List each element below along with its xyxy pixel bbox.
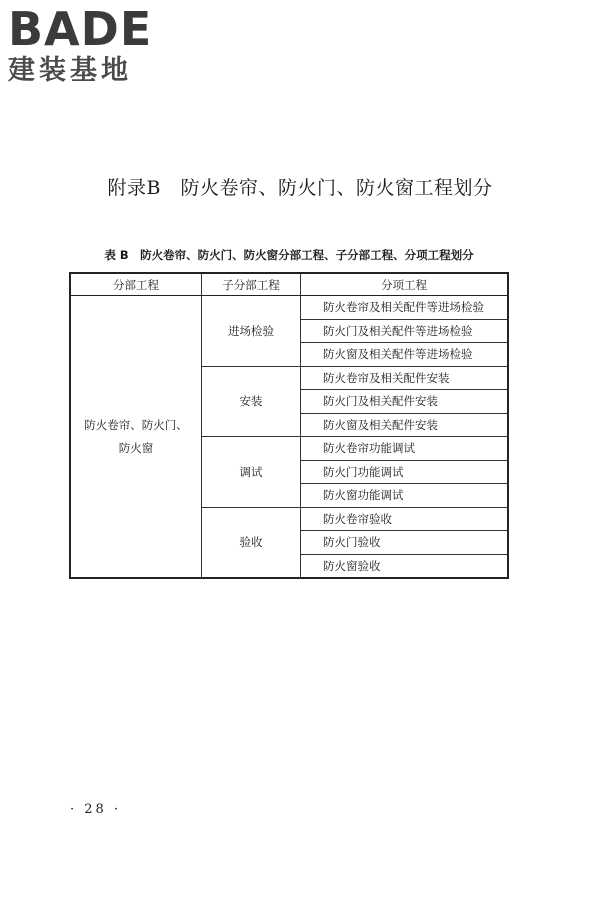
division-name-line-2: 防火窗 — [118, 440, 154, 455]
table-caption: 表 B 防火卷帘、防火门、防火窗分部工程、子分部工程、分项工程划分 — [104, 248, 474, 262]
item-cell: 防火门及相关配件安装 — [301, 390, 509, 414]
bade-logo — [8, 2, 178, 86]
division-name-line-1: 防火卷帘、防火门、 — [84, 417, 188, 432]
subdivision-cell: 验收 — [202, 507, 301, 578]
item-cell: 防火门功能调试 — [301, 460, 509, 484]
header-subdivision: 子分部工程 — [202, 273, 301, 296]
item-cell: 防火窗及相关配件等进场检验 — [301, 343, 509, 367]
item-cell: 防火门及相关配件等进场检验 — [301, 319, 509, 343]
table-row — [70, 296, 508, 320]
item-cell: 防火窗功能调试 — [301, 484, 509, 508]
table-header-row — [70, 273, 508, 296]
project-division-table — [69, 272, 509, 579]
division-cell — [70, 296, 202, 579]
header-division: 分部工程 — [70, 273, 202, 296]
page-number: · 28 · — [70, 802, 122, 817]
item-cell: 防火窗验收 — [301, 554, 509, 578]
item-cell: 防火门验收 — [301, 531, 509, 555]
subdivision-cell: 调试 — [202, 437, 301, 508]
appendix-title: 附录B 防火卷帘、防火门、防火窗工程划分 — [107, 177, 493, 199]
logo-subtitle: 建装基地 — [8, 55, 132, 86]
logo-wordmark: BADE — [8, 2, 153, 56]
item-cell: 防火卷帘功能调试 — [301, 437, 509, 461]
item-cell: 防火卷帘及相关配件等进场检验 — [301, 296, 509, 320]
item-cell: 防火卷帘验收 — [301, 507, 509, 531]
item-cell: 防火窗及相关配件安装 — [301, 413, 509, 437]
item-cell: 防火卷帘及相关配件安装 — [301, 366, 509, 390]
subdivision-cell: 进场检验 — [202, 296, 301, 367]
header-item: 分项工程 — [301, 273, 509, 296]
subdivision-cell: 安装 — [202, 366, 301, 437]
